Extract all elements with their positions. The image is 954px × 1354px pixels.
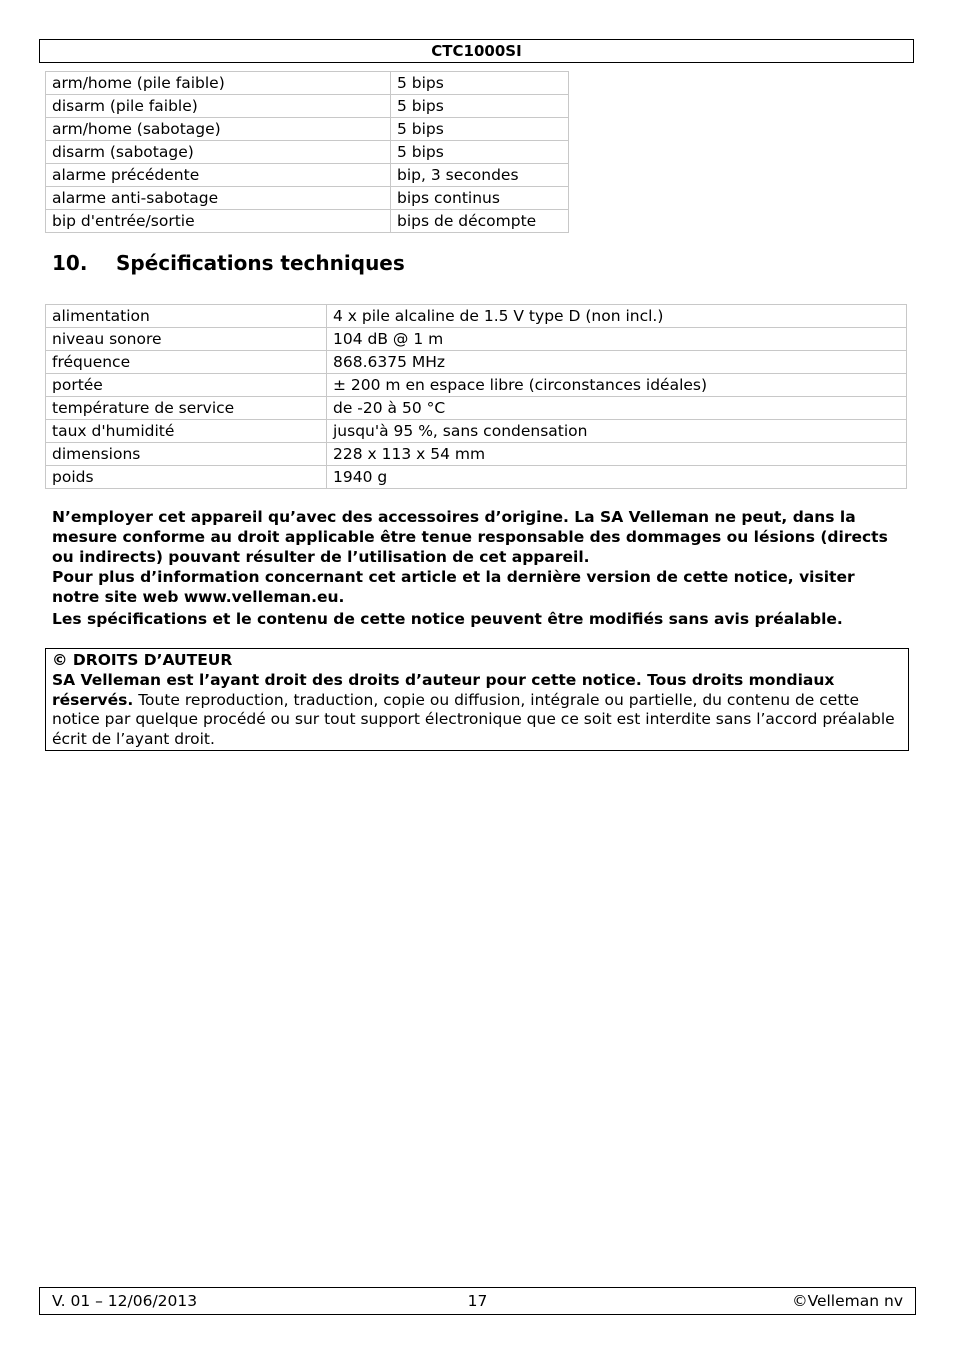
table-cell: fréquence	[46, 351, 327, 374]
beep-signal-table	[45, 71, 569, 233]
section-number: 10.	[52, 251, 88, 275]
table-cell: alimentation	[46, 305, 327, 328]
table-cell: alarme anti-sabotage	[46, 187, 391, 210]
table-row	[46, 420, 907, 443]
footer-copyright: ©Velleman nv	[792, 1292, 903, 1310]
table-row	[46, 466, 907, 489]
table-cell: niveau sonore	[46, 328, 327, 351]
table-cell: portée	[46, 374, 327, 397]
table-row	[46, 210, 569, 233]
table-cell: bips de décompte	[391, 210, 569, 233]
table-cell: 1940 g	[327, 466, 907, 489]
table-cell: disarm (sabotage)	[46, 141, 391, 164]
table-row	[46, 141, 569, 164]
section-heading	[52, 251, 405, 275]
table-cell: 5 bips	[391, 95, 569, 118]
table-row	[46, 95, 569, 118]
table-cell: de -20 à 50 °C	[327, 397, 907, 420]
info-notice: Pour plus d’information concernant cet article et la dernière version de cette notice, visiter notre site web www.velleman.eu.	[52, 568, 855, 606]
table-cell: dimensions	[46, 443, 327, 466]
model-name: CTC1000SI	[431, 42, 522, 60]
page-footer	[39, 1287, 916, 1315]
page-number: 17	[467, 1292, 488, 1310]
table-cell: bip d'entrée/sortie	[46, 210, 391, 233]
table-cell: 868.6375 MHz	[327, 351, 907, 374]
table-row	[46, 187, 569, 210]
spec-change-notice: Les spécifications et le contenu de cette notice peuvent être modifiés sans avis préalable.	[52, 610, 843, 628]
table-cell: ± 200 m en espace libre (circonstances idéales)	[327, 374, 907, 397]
table-row	[46, 374, 907, 397]
table-row	[46, 351, 907, 374]
table-cell: 5 bips	[391, 118, 569, 141]
copyright-heading: © DROITS D’AUTEUR	[52, 651, 233, 669]
table-cell: température de service	[46, 397, 327, 420]
copyright-bold-text: SA Velleman est l’ayant droit des droits d’auteur pour cette notice. Tous droits mondiaux réservés.	[52, 670, 835, 709]
table-row	[46, 397, 907, 420]
table-row	[46, 305, 907, 328]
copyright-body	[52, 671, 902, 750]
table-cell: 5 bips	[391, 141, 569, 164]
table-cell: 5 bips	[391, 72, 569, 95]
table-row	[46, 164, 569, 187]
disclaimer-notice: N’employer cet appareil qu’avec des accessoires d’origine. La SA Velleman ne peut, dans la mesure conforme au droit applicable être tenue responsable des dommages ou lésions (directs ou indirects) pouvant résulter de l’utilisation de cet appareil.	[52, 508, 888, 566]
table-cell: jusqu'à 95 %, sans condensation	[327, 420, 907, 443]
table-cell: arm/home (pile faible)	[46, 72, 391, 95]
table-cell: 228 x 113 x 54 mm	[327, 443, 907, 466]
page-header	[39, 39, 914, 63]
table-cell: arm/home (sabotage)	[46, 118, 391, 141]
copyright-text: Toute reproduction, traduction, copie ou diffusion, intégrale ou partielle, du contenu de cette notice par quelque procédé ou sur tout support électronique que ce soit est interdite sans l’accord préalable écrit de l’ayant droit.	[52, 690, 895, 749]
specifications-table	[45, 304, 907, 489]
table-cell: disarm (pile faible)	[46, 95, 391, 118]
table-row	[46, 72, 569, 95]
table-cell: bip, 3 secondes	[391, 164, 569, 187]
table-cell: 4 x pile alcaline de 1.5 V type D (non incl.)	[327, 305, 907, 328]
table-row	[46, 328, 907, 351]
table-cell: 104 dB @ 1 m	[327, 328, 907, 351]
copyright-box	[45, 648, 909, 751]
section-title: Spécifications techniques	[116, 251, 405, 275]
version-date: V. 01 – 12/06/2013	[52, 1292, 198, 1310]
table-cell: taux d'humidité	[46, 420, 327, 443]
table-cell: alarme précédente	[46, 164, 391, 187]
table-row	[46, 118, 569, 141]
table-cell: bips continus	[391, 187, 569, 210]
table-row	[46, 443, 907, 466]
table-cell: poids	[46, 466, 327, 489]
